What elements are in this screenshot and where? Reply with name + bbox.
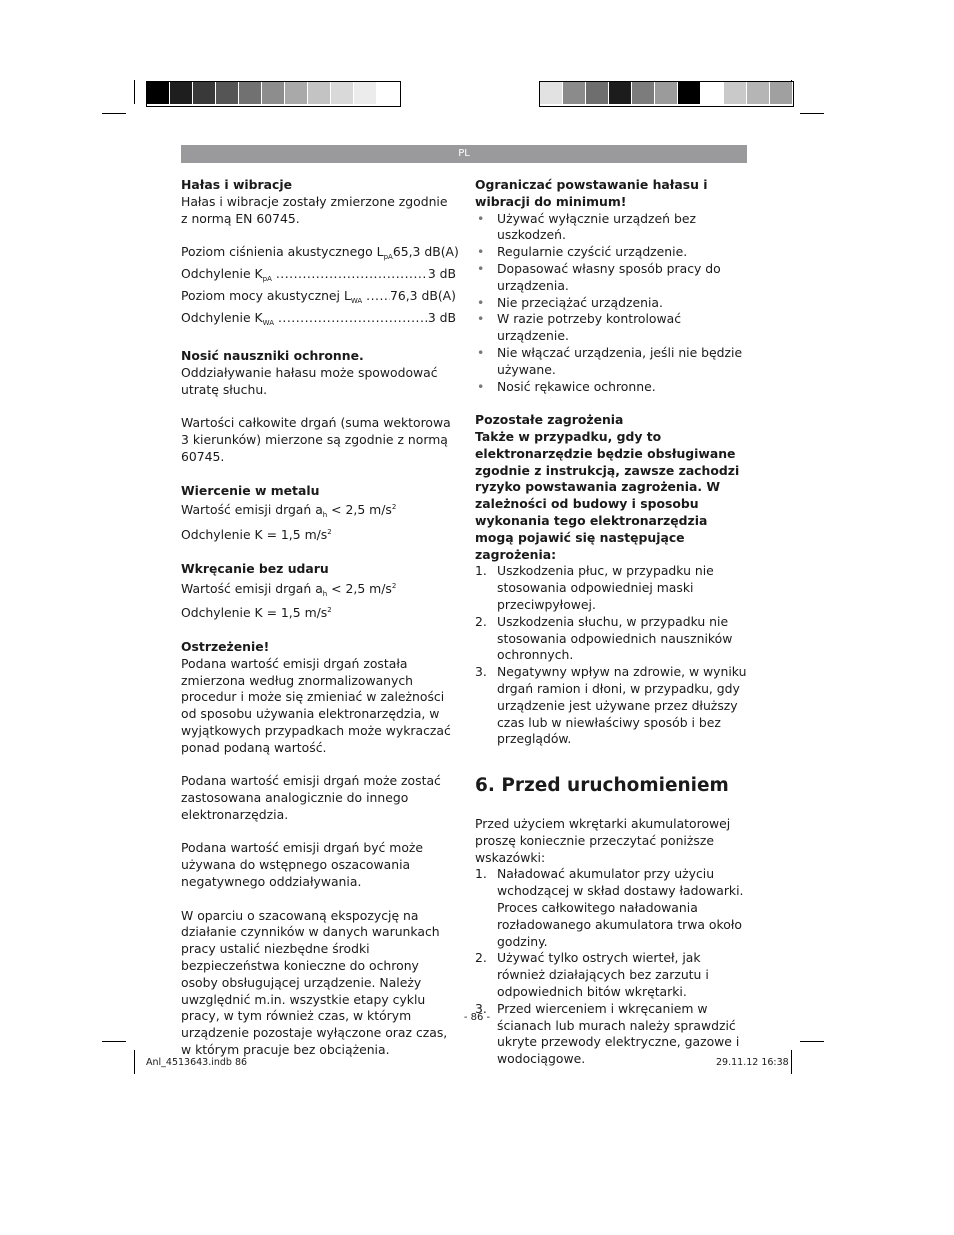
- color-swatch: [701, 82, 724, 104]
- language-header-bar: [181, 145, 747, 163]
- color-swatch: [354, 82, 377, 104]
- spec-value: 3 dB: [427, 309, 456, 325]
- warning-paragraph: Podana wartość emisji drgań może zostać zastosowana analogicznie do innego elektronarzędzia.: [181, 773, 441, 822]
- list-item: 2. Używać tylko ostrych wierteł, jak również działających bez zarzutu i odpowiednich bitów wkrętarki.: [475, 950, 709, 1000]
- limit-noise-list: [475, 211, 750, 396]
- color-swatch: [216, 82, 239, 104]
- list-item: • Nie przeciążać urządzenia.: [475, 295, 750, 312]
- color-swatch: [262, 82, 285, 104]
- right-column: [475, 177, 750, 1068]
- ear-protection-heading: Nosić nauszniki ochronne.: [181, 348, 364, 364]
- crop-mark: [791, 1050, 792, 1074]
- crop-mark: [102, 1041, 126, 1042]
- color-swatch: [563, 82, 586, 104]
- footer-file-name: Anl_4513643.indb 86: [146, 1057, 248, 1068]
- residual-risks-heading: Pozostałe zagrożenia: [475, 412, 624, 428]
- color-swatch: [586, 82, 609, 104]
- color-swatch: [377, 82, 400, 104]
- list-item: 1. Naładować akumulator przy użyciu wchodzącej w skład dostawy ładowarki. Proces całkowitego naładowania rozładowanego akumulatora trwa około godziny.: [475, 866, 744, 949]
- spec-label: Poziom ciśnienia akustycznego L: [181, 244, 384, 260]
- color-swatch: [747, 82, 770, 104]
- color-swatch: [540, 82, 563, 104]
- before-start-steps: [475, 866, 750, 1068]
- spec-label: Odchylenie K: [181, 309, 263, 325]
- drilling-emission-value: Wartość emisji drgań $a_h < 2,5$ $m/s^2$: [181, 502, 397, 520]
- list-item: 2. Uszkodzenia słuchu, w przypadku nie stosowania odpowiednich nauszników ochronnych.: [475, 613, 733, 663]
- list-item: • Regularnie czyścić urządzenie.: [475, 244, 750, 261]
- spec-sub: WA: [262, 318, 274, 327]
- warning-paragraph: Podana wartość emisji drgań została zmierzona według znormalizowanych procedur i może się zmieniać w zależności od sposobu używania elektronarzędzia, w wyjątkowych przypadkach może wykraczać ponad podaną wartość.: [181, 655, 451, 755]
- color-swatch: [632, 82, 655, 104]
- page-number: - 86 -: [463, 1012, 491, 1023]
- crop-mark: [800, 1041, 824, 1042]
- spec-sub: WA: [350, 296, 363, 305]
- list-item: • Dopasować własny sposób pracy do urządzenia.: [475, 261, 750, 295]
- color-swatch: [331, 82, 354, 104]
- screwing-deviation: Odchylenie K = 1,5 $m/s^2$: [181, 605, 332, 621]
- spec-value: 3 dB: [427, 265, 456, 281]
- spec-value: 65,3 dB(A): [392, 244, 459, 260]
- warning-paragraph: Podana wartość emisji drgań być może używana do wstępnego oszacowania negatywnego oddziaływania.: [181, 840, 424, 890]
- warning-paragraph: W oparciu o szacowaną ekspozycję na działanie czynników w danych warunkach pracy ustalić niezbędne środki bezpieczeństwa konieczne do ochrony osoby obsługującej urządzenie. Należy uwzględnić m.in. wszystkie etapy cyklu pracy, w tym również czas, w którym urządzenie pozostaje wyłączone oraz czas, w którym pracuje bez obciążenia.: [181, 907, 448, 1058]
- screwing-emission-value: Wartość emisji drgań $a_h < 2,5$ $m/s^2$: [181, 580, 397, 598]
- vibration-total-text: Wartości całkowite drgań (suma wektorowa 3 kierunków) mierzone są zgodnie z normą 60745.: [181, 415, 451, 464]
- left-column: [181, 177, 459, 1059]
- color-swatch: [193, 82, 216, 104]
- color-calibration-bar-left: [146, 81, 401, 107]
- color-swatch: [678, 82, 701, 104]
- spec-sub: pA: [262, 274, 272, 283]
- warning-heading: Ostrzeżenie!: [181, 638, 270, 654]
- crop-mark: [134, 1050, 135, 1074]
- color-swatch: [170, 82, 193, 104]
- section-title: 6. Przed uruchomieniem: [475, 775, 729, 797]
- ear-protection-text: Oddziaływanie hałasu może spowodować utratę słuchu.: [181, 364, 438, 397]
- list-item: • Używać wyłącznie urządzeń bez uszkodzeń.: [475, 211, 750, 245]
- color-calibration-bar-right: [539, 81, 794, 107]
- footer-timestamp: 29.11.12 16:38: [716, 1057, 789, 1068]
- color-swatch: [724, 82, 747, 104]
- residual-risks-intro: Także w przypadku, gdy to elektronarzędzie będzie obsługiwane zgodnie z instrukcją, zawsze zachodzi ryzyko powstawania zagrożenia. W zależności od budowy i sposobu wykonania tego elektronarzędzia mogą pojawić się następujące zagrożenia:: [475, 428, 740, 562]
- color-swatch: [285, 82, 308, 104]
- crop-mark: [800, 113, 824, 114]
- limit-noise-heading: Ograniczać powstawanie hałasu i wibracji do minimum!: [475, 177, 708, 209]
- residual-risks-list: [475, 563, 750, 748]
- color-swatch: [147, 82, 170, 104]
- color-swatch: [308, 82, 331, 104]
- spec-value: 76,3 dB(A): [389, 287, 456, 303]
- list-item: 3. Negatywny wpływ na zdrowie, w wyniku drgań ramion i dłoni, w przypadku, gdy urządzenie jest używane przez dłuższy czas lub w niewłaściwy sposób i bez przeglądów.: [475, 664, 747, 747]
- spec-row: [181, 266, 456, 288]
- crop-mark: [134, 80, 135, 104]
- spec-row: [181, 244, 459, 266]
- spec-label: Odchylenie K: [181, 265, 263, 281]
- list-item: • Nie włączać urządzenia, jeśli nie będzie używane.: [475, 345, 750, 379]
- spec-sub: pA: [383, 253, 393, 262]
- language-code: PL: [458, 148, 470, 159]
- color-swatch: [655, 82, 678, 104]
- drilling-deviation: Odchylenie K = 1,5 $m/s^2$: [181, 527, 332, 543]
- noise-text: Hałas i wibracje zostały zmierzone zgodnie z normą EN 60745.: [181, 193, 448, 226]
- section-intro: Przed użyciem wkrętarki akumulatorowej proszę koniecznie przeczytać poniższe wskazówki:: [475, 816, 731, 865]
- drilling-metal-heading: Wiercenie w metalu: [181, 482, 320, 498]
- spec-row: [181, 288, 456, 310]
- list-item: 1. Uszkodzenia płuc, w przypadku nie stosowania odpowiedniej maski przeciwpyłowej.: [475, 563, 714, 612]
- list-item: • Nosić rękawice ochronne.: [475, 379, 750, 396]
- color-swatch: [609, 82, 632, 104]
- spec-row: [181, 310, 456, 332]
- spec-label: Poziom mocy akustycznej L: [181, 287, 351, 303]
- crop-mark: [102, 113, 126, 114]
- list-item: • W razie potrzeby kontrolować urządzenie.: [475, 311, 750, 345]
- color-swatch: [770, 82, 793, 104]
- list-item: 3. Przed wierceniem i wkręcaniem w ścianach lub murach należy sprawdzić ukryte przewody elektryczne, gazowe i wodociągowe.: [475, 1000, 740, 1067]
- color-swatch: [239, 82, 262, 104]
- noise-heading: Hałas i wibracje: [181, 177, 292, 192]
- screwing-heading: Wkręcanie bez udaru: [181, 560, 329, 576]
